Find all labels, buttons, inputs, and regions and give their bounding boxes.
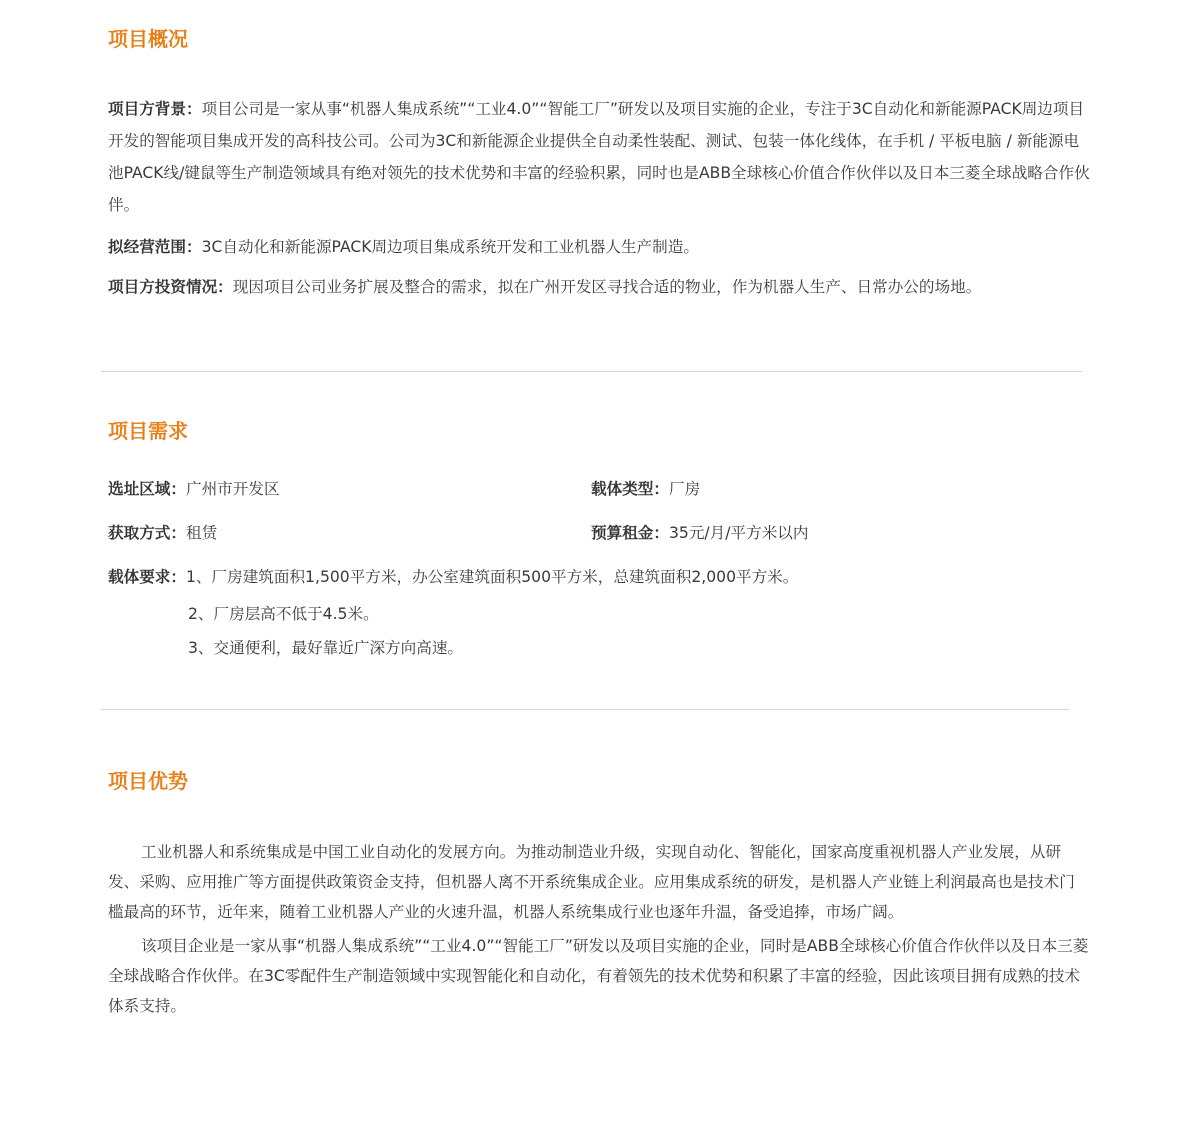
carrier-req-item-1: 1、厂房建筑面积1,500平方米，办公室建筑面积500平方米，总建筑面积2,000平方米。: [185, 568, 799, 586]
advantages-paragraph-2: 该项目企业是一家从事“机器人集成系统”“工业4.0”“智能工厂”研发以及项目实施的企业，同时是ABB全球核心价值合作伙伴以及日本三菱全球战略合作伙伴。在3C零配件生产制造领域中实现智能化和自动化，有着领先的技术优势和积累了丰富的经验，因此该项目拥有成熟的技术体系支持。: [108, 937, 1089, 1015]
carrier-req-field: [108, 565, 798, 589]
carrier-req-label: 载体要求：: [108, 568, 186, 586]
scope-label: 拟经营范围：: [108, 238, 202, 256]
scope-text: 3C自动化和新能源PACK周边项目集成系统开发和工业机器人生产制造。: [201, 238, 699, 256]
location-field: [108, 477, 280, 501]
location-label: 选址区域：: [108, 480, 186, 498]
divider-2: [101, 709, 1069, 710]
carrier-req-item-2: 2、厂房层高不低于4.5米。: [188, 605, 379, 623]
overview-investment: [108, 271, 1090, 303]
overview-background: [108, 93, 1090, 221]
background-label: 项目方背景：: [108, 100, 202, 118]
overview-title: 项目概况: [108, 27, 188, 51]
advantages-title: 项目优势: [108, 769, 188, 793]
carrier-type-value: 厂房: [668, 480, 701, 498]
acquisition-label: 获取方式：: [108, 524, 186, 542]
overview-scope: [108, 231, 1090, 263]
location-value: 广州市开发区: [185, 480, 280, 498]
carrier-type-label: 载体类型：: [591, 480, 669, 498]
advantages-paragraph-1: 工业机器人和系统集成是中国工业自动化的发展方向。为推动制造业升级，实现自动化、智能化，国家高度重视机器人产业发展，从研发、采购、应用推广等方面提供政策资金支持，但机器人离不开系统集成企业。应用集成系统的研发，是机器人产业链上利润最高也是技术门槛最高的环节，近年来，随着工业机器人产业的火速升温，机器人系统集成行业也逐年升温，备受追捧，市场广阔。: [108, 843, 1075, 921]
requirements-title: 项目需求: [108, 419, 188, 443]
divider-1: [101, 371, 1082, 372]
investment-label: 项目方投资情况：: [108, 278, 233, 296]
acquisition-field: [108, 521, 217, 545]
background-text: 项目公司是一家从事“机器人集成系统”“工业4.0”“智能工厂”研发以及项目实施的企业，专注于3C自动化和新能源PACK周边项目开发的智能项目集成开发的高科技公司。公司为3C和新能源企业提供全自动柔性装配、测试、包装一体化线体，在手机 / 平板电脑 / 新能源电池PACK线/键鼠等生产制造领域具有绝对领先的技术优势和丰富的经验积累，同时也是ABB全球核心价值合作伙伴以及日本三菱全球战略合作伙伴。: [108, 100, 1090, 214]
budget-label: 预算租金：: [591, 524, 669, 542]
budget-field: [591, 521, 809, 545]
carrier-type-field: [591, 477, 700, 501]
carrier-req-item-3: 3、交通便利，最好靠近广深方向高速。: [188, 639, 464, 657]
investment-text: 现因项目公司业务扩展及整合的需求，拟在广州开发区寻找合适的物业，作为机器人生产、日常办公的场地。: [232, 278, 982, 296]
acquisition-value: 租赁: [185, 524, 218, 542]
budget-value: 35元/月/平方米以内: [668, 524, 809, 542]
